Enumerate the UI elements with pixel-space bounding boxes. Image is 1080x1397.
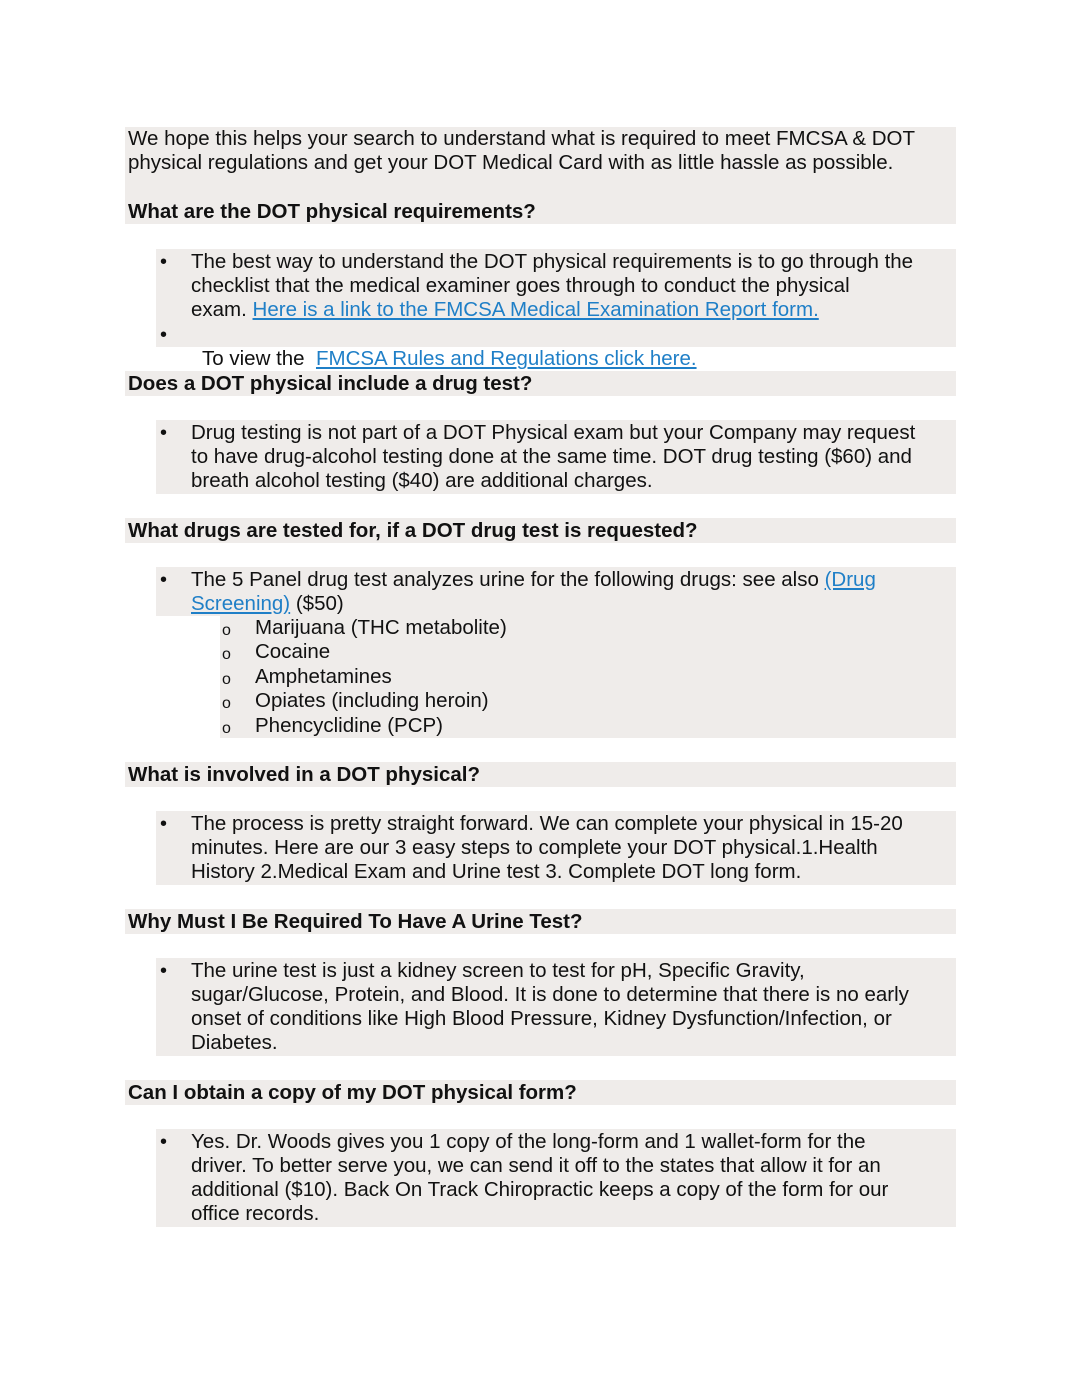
drug-item-pcp: Phencyclidine (PCP) [255, 714, 443, 737]
bullet-icon: • [160, 422, 168, 444]
involved-line-3: History 2.Medical Exam and Urine test 3. Complete DOT long form. [191, 860, 802, 883]
urine-line-1: The urine test is just a kidney screen to test for pH, Specific Gravity, [191, 959, 805, 982]
bullet-icon: • [160, 1131, 168, 1153]
panel-line-1 [191, 568, 876, 592]
drug-test-line-2: to have drug-alcohol testing done at the same time. DOT drug testing ($60) and [191, 445, 912, 468]
drug-screening-link-part2[interactable]: Screening) [191, 592, 291, 615]
panel-prefix: The 5 Panel drug test analyzes urine for the following drugs: see also [191, 568, 825, 591]
heading-drugs-tested: What drugs are tested for, if a DOT drug test is requested? [128, 519, 698, 542]
bullet-icon: • [160, 569, 168, 591]
copy-line-1: Yes. Dr. Woods gives you 1 copy of the long-form and 1 wallet-form for the [191, 1130, 866, 1153]
intro-line-1: We hope this helps your search to understand what is required to meet FMCSA & DOT [128, 127, 915, 150]
requirements-line-1: The best way to understand the DOT physical requirements is to go through the [191, 250, 914, 273]
bullet-icon: • [160, 324, 168, 346]
panel-line-2 [191, 592, 344, 616]
rules-line [191, 323, 697, 372]
sub-bullet-icon: o [222, 671, 231, 688]
requirements-line-2: checklist that the medical examiner goes through to conduct the physical [191, 274, 850, 297]
copy-line-4: office records. [191, 1202, 320, 1225]
urine-line-4: Diabetes. [191, 1031, 278, 1054]
intro-line-2: physical regulations and get your DOT Medical Card with as little hassle as possible. [128, 151, 894, 174]
drug-item-amphetamines: Amphetamines [255, 665, 392, 688]
sub-bullet-icon: o [222, 646, 231, 663]
drug-item-marijuana: Marijuana (THC metabolite) [255, 616, 507, 639]
sub-bullet-icon: o [222, 622, 231, 639]
heading-copy: Can I obtain a copy of my DOT physical form? [128, 1081, 577, 1104]
requirements-line-3 [191, 298, 819, 322]
medical-exam-report-link[interactable]: Here is a link to the FMCSA Medical Examination Report form. [252, 298, 819, 321]
bullet-icon: • [160, 813, 168, 835]
drug-item-opiates: Opiates (including heroin) [255, 689, 489, 712]
copy-line-2: driver. To better serve you, we can send it off to the states that allow it for an [191, 1154, 881, 1177]
requirements-line-3-prefix: exam. [191, 298, 253, 321]
panel-price: ($50) [290, 592, 344, 615]
drug-screening-link-part1[interactable]: (Drug [824, 568, 876, 591]
sub-bullet-icon: o [222, 720, 231, 737]
heading-involved: What is involved in a DOT physical? [128, 763, 480, 786]
bullet-icon: • [160, 251, 168, 273]
drug-test-line-1: Drug testing is not part of a DOT Physical exam but your Company may request [191, 421, 916, 444]
drug-test-line-3: breath alcohol testing ($40) are additional charges. [191, 469, 653, 492]
bullet-icon: • [160, 960, 168, 982]
heading-drug-test: Does a DOT physical include a drug test? [128, 372, 533, 395]
involved-line-2: minutes. Here are our 3 easy steps to complete your DOT physical.1.Health [191, 836, 878, 859]
heading-requirements: What are the DOT physical requirements? [128, 200, 536, 223]
sub-bullet-icon: o [222, 695, 231, 712]
heading-urine: Why Must I Be Required To Have A Urine Test? [128, 910, 583, 933]
urine-line-2: sugar/Glucose, Protein, and Blood. It is done to determine that there is no early [191, 983, 909, 1006]
copy-line-3: additional ($10). Back On Track Chiropractic keeps a copy of the form for our [191, 1178, 889, 1201]
rules-prefix: To view the [202, 347, 316, 371]
urine-line-3: onset of conditions like High Blood Pressure, Kidney Dysfunction/Infection, or [191, 1007, 892, 1030]
involved-line-1: The process is pretty straight forward. We can complete your physical in 15-20 [191, 812, 903, 835]
drug-item-cocaine: Cocaine [255, 640, 331, 663]
rules-regulations-link[interactable]: FMCSA Rules and Regulations click here. [315, 347, 697, 371]
